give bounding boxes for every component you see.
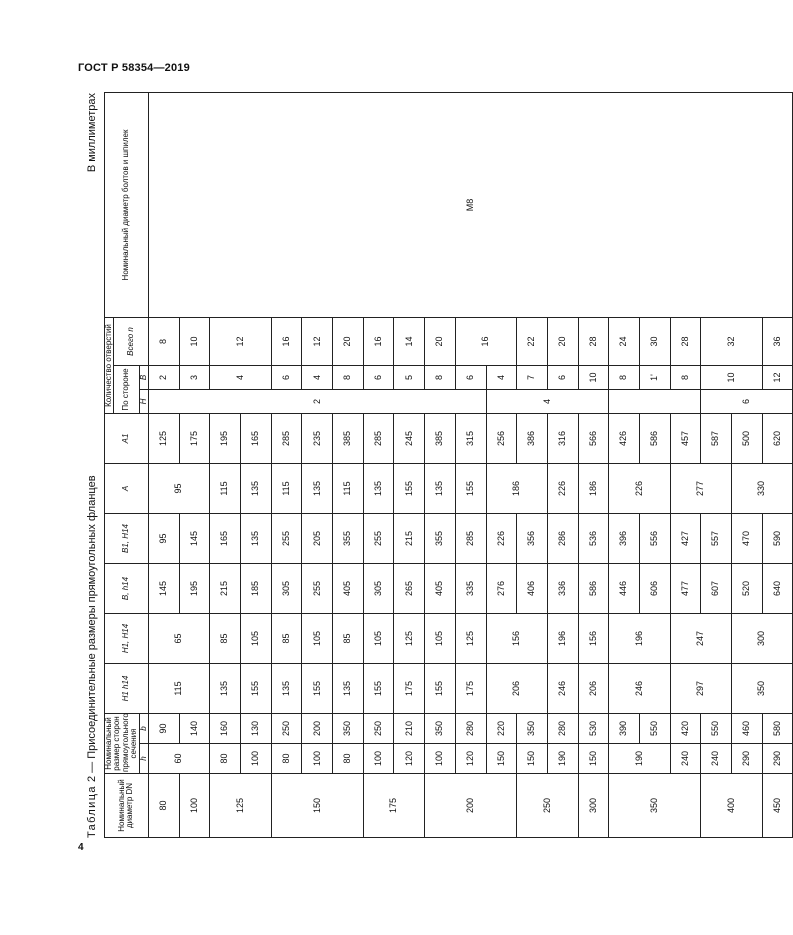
cell-hv: 4 bbox=[210, 365, 271, 389]
cell-B1: 95 bbox=[148, 513, 179, 563]
cell-A1: 586 bbox=[639, 413, 670, 463]
cell-total: 10 bbox=[179, 317, 210, 365]
cell-b: 390 bbox=[609, 713, 640, 743]
cell-B: 520 bbox=[732, 563, 763, 613]
cell-h: 100 bbox=[302, 744, 333, 774]
header-dn: Номинальный диаметр DN bbox=[105, 774, 149, 838]
cell-total: 30 bbox=[639, 317, 670, 365]
cell-B: 335 bbox=[455, 563, 486, 613]
cell-A1: 386 bbox=[517, 413, 548, 463]
cell-Hr: 105 bbox=[241, 613, 272, 663]
cell-H1: 155 bbox=[302, 663, 333, 713]
cell-B: 477 bbox=[670, 563, 701, 613]
cell-B1: 165 bbox=[210, 513, 241, 563]
cell-total: 28 bbox=[578, 317, 609, 365]
cell-hv: 4 bbox=[486, 365, 517, 389]
cell-B1: 536 bbox=[578, 513, 609, 563]
cell-B1: 255 bbox=[363, 513, 394, 563]
cell-B: 336 bbox=[547, 563, 578, 613]
cell-b: 140 bbox=[179, 713, 210, 743]
header-bolt: Номинальный диаметр болтов и шпилек bbox=[105, 92, 149, 317]
cell-B: 145 bbox=[148, 563, 179, 613]
cell-hv: 8 bbox=[425, 365, 456, 389]
document-header: ГОСТ Р 58354—2019 bbox=[78, 62, 190, 74]
cell-B: 405 bbox=[425, 563, 456, 613]
cell-h: 80 bbox=[333, 744, 364, 774]
cell-A1: 256 bbox=[486, 413, 517, 463]
cell-A1: 385 bbox=[333, 413, 364, 463]
cell-A1: 587 bbox=[701, 413, 732, 463]
cell-H1: 175 bbox=[394, 663, 425, 713]
cell-A: 226 bbox=[609, 463, 670, 513]
cell-b: 160 bbox=[210, 713, 241, 743]
header-Hr: H1, H14 bbox=[105, 613, 149, 663]
cell-b: 530 bbox=[578, 713, 609, 743]
cell-h: 240 bbox=[701, 744, 732, 774]
cell-total: 24 bbox=[609, 317, 640, 365]
cell-A: 155 bbox=[455, 463, 486, 513]
cell-h: 120 bbox=[394, 744, 425, 774]
header-H1: H1 h14 bbox=[105, 663, 149, 713]
cell-total: 22 bbox=[517, 317, 548, 365]
cell-H1: 115 bbox=[148, 663, 209, 713]
table-caption-word: Таблица bbox=[86, 785, 98, 838]
cell-B1: 226 bbox=[486, 513, 517, 563]
cell-hv: 6 bbox=[271, 365, 302, 389]
header-h: h bbox=[139, 744, 148, 774]
cell-A: 115 bbox=[210, 463, 241, 513]
cell-h: 150 bbox=[517, 744, 548, 774]
cell-B: 586 bbox=[578, 563, 609, 613]
cell-B1: 255 bbox=[271, 513, 302, 563]
cell-hn bbox=[609, 389, 701, 413]
cell-total: 12 bbox=[302, 317, 333, 365]
cell-h: 150 bbox=[578, 744, 609, 774]
table-body bbox=[148, 92, 792, 837]
cell-H1: 155 bbox=[425, 663, 456, 713]
cell-B1: 355 bbox=[425, 513, 456, 563]
cell-hv: 2 bbox=[148, 365, 179, 389]
cell-A: 135 bbox=[241, 463, 272, 513]
cell-B1: 286 bbox=[547, 513, 578, 563]
units-note: В миллиметрах bbox=[86, 93, 98, 173]
cell-total: 12 bbox=[210, 317, 271, 365]
cell-B: 607 bbox=[701, 563, 732, 613]
cell-A1: 285 bbox=[271, 413, 302, 463]
cell-bolt-diameter: M8 bbox=[148, 92, 792, 317]
cell-b: 250 bbox=[271, 713, 302, 743]
cell-A: 135 bbox=[425, 463, 456, 513]
cell-total: 20 bbox=[425, 317, 456, 365]
cell-A1: 245 bbox=[394, 413, 425, 463]
cell-H1: 135 bbox=[333, 663, 364, 713]
cell-A: 135 bbox=[302, 463, 333, 513]
cell-B1: 396 bbox=[609, 513, 640, 563]
header-hv: В bbox=[139, 365, 148, 389]
cell-hv: 5 bbox=[394, 365, 425, 389]
cell-dn: 150 bbox=[271, 774, 363, 838]
cell-B: 305 bbox=[363, 563, 394, 613]
cell-B: 606 bbox=[639, 563, 670, 613]
cell-hn: 6 bbox=[701, 389, 793, 413]
cell-B1: 215 bbox=[394, 513, 425, 563]
cell-hv: 8 bbox=[609, 365, 640, 389]
header-total: Всего n bbox=[114, 317, 149, 365]
cell-A: 115 bbox=[333, 463, 364, 513]
header-holes-group: Количество отверстий bbox=[105, 317, 114, 413]
cell-H1: 206 bbox=[486, 663, 547, 713]
cell-Hr: 85 bbox=[271, 613, 302, 663]
cell-Hr: 105 bbox=[425, 613, 456, 663]
cell-A1: 566 bbox=[578, 413, 609, 463]
cell-total: 16 bbox=[363, 317, 394, 365]
header-side-group: Номинальный размер сторон прямоугольного сечения bbox=[104, 713, 139, 772]
cell-B: 195 bbox=[179, 563, 210, 613]
cell-b: 90 bbox=[148, 713, 179, 743]
header-row-1 bbox=[105, 92, 114, 837]
header-B: B, h14 bbox=[105, 563, 149, 613]
cell-H1: 155 bbox=[363, 663, 394, 713]
cell-A: 186 bbox=[486, 463, 547, 513]
cell-B: 640 bbox=[762, 563, 793, 613]
cell-b: 220 bbox=[486, 713, 517, 743]
cell-hv: 8 bbox=[670, 365, 701, 389]
cell-total: 20 bbox=[547, 317, 578, 365]
cell-dn: 100 bbox=[179, 774, 210, 838]
cell-B: 215 bbox=[210, 563, 241, 613]
cell-A: 330 bbox=[732, 463, 793, 513]
cell-hv: 7 bbox=[517, 365, 548, 389]
cell-A1: 175 bbox=[179, 413, 210, 463]
cell-h: 100 bbox=[241, 744, 272, 774]
cell-A1: 195 bbox=[210, 413, 241, 463]
cell-H1: 206 bbox=[578, 663, 609, 713]
cell-dn: 250 bbox=[517, 774, 578, 838]
cell-H1: 297 bbox=[670, 663, 731, 713]
cell-b: 550 bbox=[701, 713, 732, 743]
header-A: A bbox=[105, 463, 149, 513]
cell-total: 36 bbox=[762, 317, 793, 365]
header-A1: A1 bbox=[105, 413, 149, 463]
cell-A: 277 bbox=[670, 463, 731, 513]
cell-hn: 4 bbox=[486, 389, 609, 413]
cell-hv: 10 bbox=[578, 365, 609, 389]
cell-dn: 175 bbox=[363, 774, 424, 838]
cell-A1: 285 bbox=[363, 413, 394, 463]
cell-hv: 12 bbox=[762, 365, 793, 389]
cell-dn: 200 bbox=[425, 774, 517, 838]
header-hn: Н bbox=[139, 389, 148, 413]
cell-B: 255 bbox=[302, 563, 333, 613]
header-per-side: По стороне bbox=[114, 365, 139, 413]
cell-Hr: 85 bbox=[333, 613, 364, 663]
cell-H1: 246 bbox=[609, 663, 670, 713]
cell-hv: 6 bbox=[363, 365, 394, 389]
cell-A1: 125 bbox=[148, 413, 179, 463]
cell-B: 276 bbox=[486, 563, 517, 613]
cell-h: 290 bbox=[762, 744, 793, 774]
cell-A1: 457 bbox=[670, 413, 701, 463]
cell-b: 200 bbox=[302, 713, 333, 743]
cell-Hr: 156 bbox=[578, 613, 609, 663]
cell-B: 305 bbox=[271, 563, 302, 613]
cell-dn: 450 bbox=[762, 774, 793, 838]
cell-B1: 590 bbox=[762, 513, 793, 563]
cell-H1: 350 bbox=[732, 663, 793, 713]
cell-A1: 235 bbox=[302, 413, 333, 463]
cell-B: 405 bbox=[333, 563, 364, 613]
cell-Hr: 300 bbox=[732, 613, 793, 663]
cell-B1: 205 bbox=[302, 513, 333, 563]
cell-H1: 135 bbox=[271, 663, 302, 713]
cell-b: 210 bbox=[394, 713, 425, 743]
cell-A: 95 bbox=[148, 463, 209, 513]
cell-h: 100 bbox=[425, 744, 456, 774]
cell-dn: 80 bbox=[148, 774, 179, 838]
cell-b: 350 bbox=[425, 713, 456, 743]
cell-hv: 4 bbox=[302, 365, 333, 389]
table-caption bbox=[86, 475, 98, 838]
cell-A1: 500 bbox=[732, 413, 763, 463]
cell-H1: 246 bbox=[547, 663, 578, 713]
cell-hv: 6 bbox=[455, 365, 486, 389]
cell-total: 32 bbox=[701, 317, 762, 365]
cell-h: 150 bbox=[486, 744, 517, 774]
cell-A: 226 bbox=[547, 463, 578, 513]
cell-Hr: 85 bbox=[210, 613, 241, 663]
table-caption-text: 2 — Присоединительные размеры прямоугольных фланцев bbox=[86, 475, 98, 782]
cell-B1: 135 bbox=[241, 513, 272, 563]
cell-Hr: 105 bbox=[363, 613, 394, 663]
cell-total: 28 bbox=[670, 317, 701, 365]
cell-h: 100 bbox=[363, 744, 394, 774]
cell-B1: 427 bbox=[670, 513, 701, 563]
cell-A1: 165 bbox=[241, 413, 272, 463]
cell-hv: 3 bbox=[179, 365, 210, 389]
cell-b: 580 bbox=[762, 713, 793, 743]
cell-B: 185 bbox=[241, 563, 272, 613]
cell-H1: 175 bbox=[455, 663, 486, 713]
cell-B1: 145 bbox=[179, 513, 210, 563]
page-number: 4 bbox=[78, 842, 84, 853]
cell-dn: 125 bbox=[210, 774, 271, 838]
cell-A1: 385 bbox=[425, 413, 456, 463]
cell-hv: 10 bbox=[701, 365, 762, 389]
cell-h: 240 bbox=[670, 744, 701, 774]
cell-total: 14 bbox=[394, 317, 425, 365]
cell-total: 8 bbox=[148, 317, 179, 365]
cell-h: 80 bbox=[210, 744, 241, 774]
cell-hv: 8 bbox=[333, 365, 364, 389]
cell-b: 550 bbox=[639, 713, 670, 743]
cell-Hr: 105 bbox=[302, 613, 333, 663]
cell-b: 280 bbox=[547, 713, 578, 743]
cell-H1: 155 bbox=[241, 663, 272, 713]
rotated-table-block bbox=[86, 93, 782, 838]
cell-A1: 315 bbox=[455, 413, 486, 463]
cell-B1: 285 bbox=[455, 513, 486, 563]
cell-B1: 470 bbox=[732, 513, 763, 563]
cell-h: 190 bbox=[547, 744, 578, 774]
header-b: b bbox=[139, 713, 148, 743]
cell-b: 350 bbox=[517, 713, 548, 743]
cell-A: 186 bbox=[578, 463, 609, 513]
cell-A: 135 bbox=[363, 463, 394, 513]
cell-b: 350 bbox=[333, 713, 364, 743]
cell-dn: 300 bbox=[578, 774, 609, 838]
cell-B1: 355 bbox=[333, 513, 364, 563]
cell-Hr: 247 bbox=[670, 613, 731, 663]
table-row bbox=[148, 92, 179, 837]
cell-H1: 135 bbox=[210, 663, 241, 713]
cell-total: 16 bbox=[271, 317, 302, 365]
cell-Hr: 65 bbox=[148, 613, 209, 663]
cell-A1: 620 bbox=[762, 413, 793, 463]
cell-dn: 400 bbox=[701, 774, 762, 838]
cell-b: 420 bbox=[670, 713, 701, 743]
cell-B: 265 bbox=[394, 563, 425, 613]
header-B1: B1, H14 bbox=[105, 513, 149, 563]
cell-Hr: 125 bbox=[455, 613, 486, 663]
cell-Hr: 196 bbox=[547, 613, 578, 663]
cell-B: 446 bbox=[609, 563, 640, 613]
flange-dimensions-table bbox=[104, 92, 793, 838]
cell-h: 290 bbox=[732, 744, 763, 774]
cell-A: 115 bbox=[271, 463, 302, 513]
cell-hn: 2 bbox=[148, 389, 486, 413]
cell-A: 155 bbox=[394, 463, 425, 513]
cell-A1: 426 bbox=[609, 413, 640, 463]
cell-dn: 350 bbox=[609, 774, 701, 838]
cell-A1: 316 bbox=[547, 413, 578, 463]
cell-Hr: 125 bbox=[394, 613, 425, 663]
cell-b: 130 bbox=[241, 713, 272, 743]
cell-total: 20 bbox=[333, 317, 364, 365]
cell-hv: 6 bbox=[547, 365, 578, 389]
cell-b: 280 bbox=[455, 713, 486, 743]
cell-h: 190 bbox=[609, 744, 670, 774]
cell-h: 60 bbox=[148, 744, 209, 774]
cell-b: 250 bbox=[363, 713, 394, 743]
cell-hv: 1' bbox=[639, 365, 670, 389]
cell-total: 16 bbox=[455, 317, 516, 365]
cell-b: 460 bbox=[732, 713, 763, 743]
cell-Hr: 196 bbox=[609, 613, 670, 663]
cell-h: 80 bbox=[271, 744, 302, 774]
cell-Hr: 156 bbox=[486, 613, 547, 663]
cell-B1: 556 bbox=[639, 513, 670, 563]
cell-B: 406 bbox=[517, 563, 548, 613]
cell-B1: 356 bbox=[517, 513, 548, 563]
cell-B1: 557 bbox=[701, 513, 732, 563]
cell-h: 120 bbox=[455, 744, 486, 774]
